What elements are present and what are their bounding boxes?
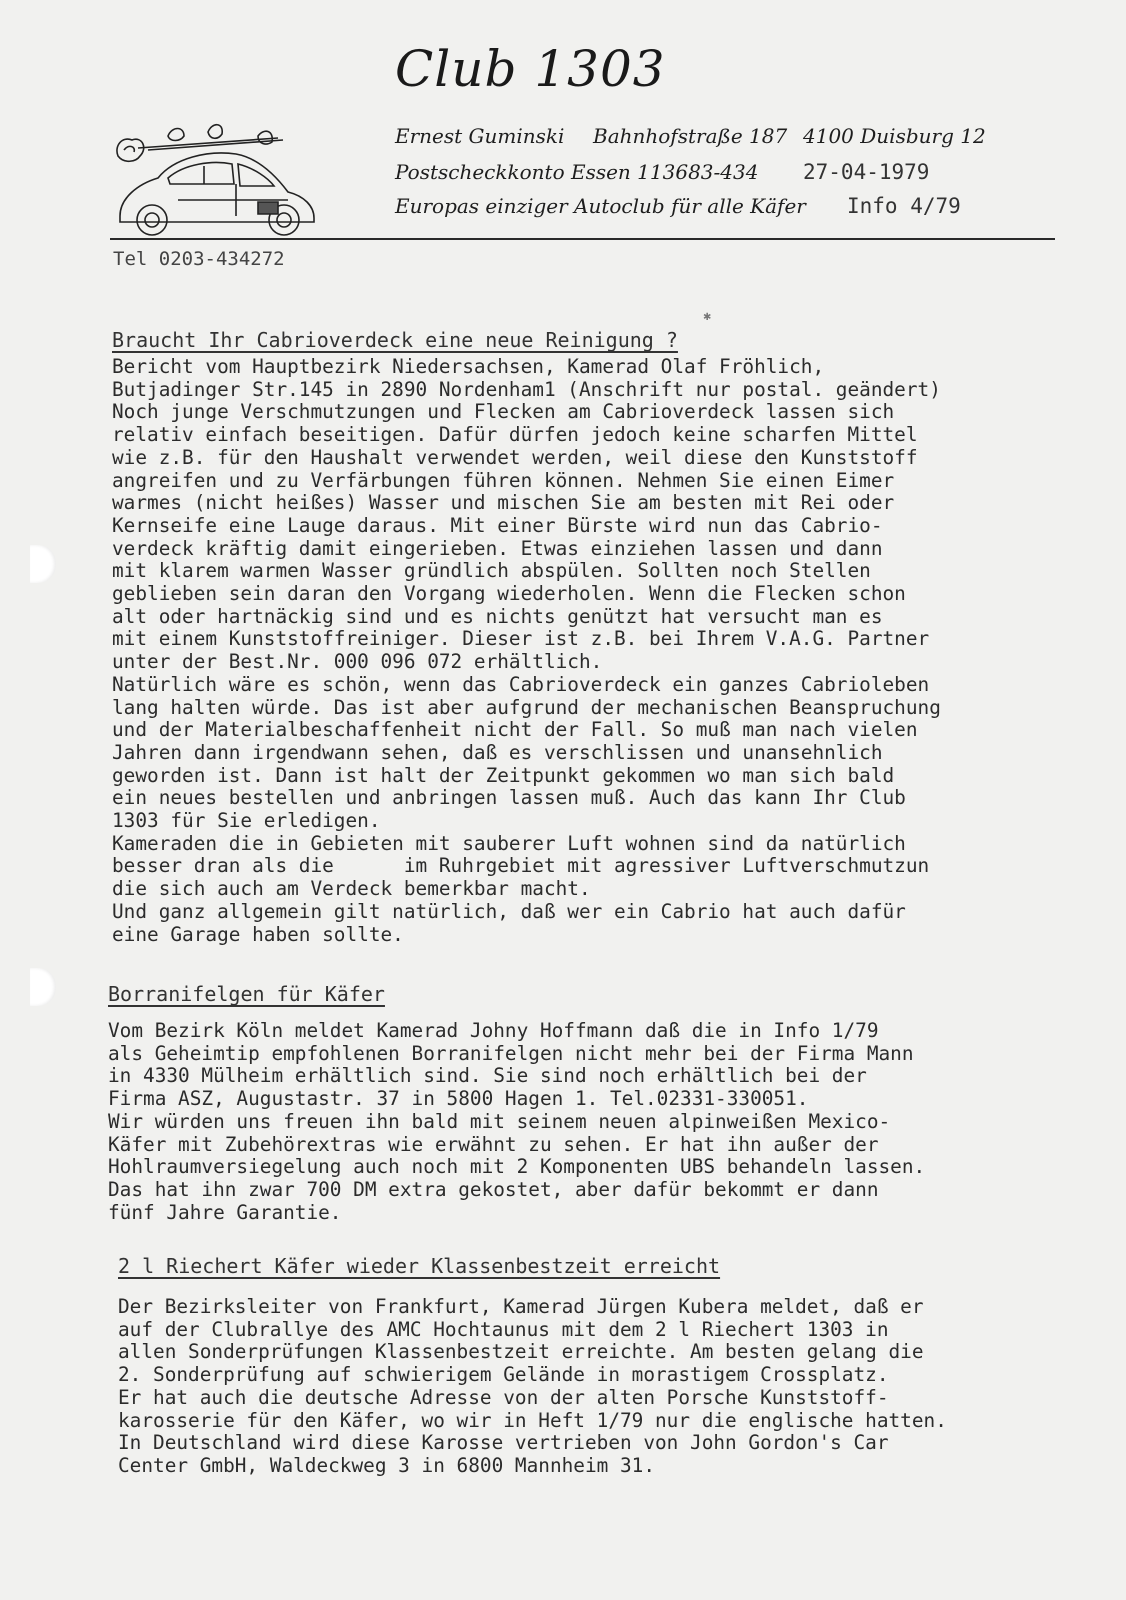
text-line: alt oder hartnäckig sind und es nichts genützt hat versucht man es <box>112 604 883 628</box>
text-line: Noch junge Verschmutzungen und Flecken am Cabrioverdeck lassen sich <box>112 400 895 424</box>
punch-hole <box>30 545 56 583</box>
sender-name: Ernest Guminski <box>395 124 565 148</box>
text-line: Center GmbH, Waldeckweg 3 in 6800 Mannheim 31. <box>118 1453 656 1477</box>
info-issue: Info 4/79 <box>847 194 961 218</box>
text-line: wie z.B. für den Haushalt verwendet werden, weil diese den Kunststoff <box>112 445 918 469</box>
text-line: lang halten würde. Das ist aber aufgrund der mechanischen Beanspruchung <box>112 695 941 719</box>
text-line: eine Garage haben sollte. <box>112 922 404 946</box>
text-line: allen Sonderprüfungen Klassenbestzeit erreichte. Am besten gelang die <box>118 1340 924 1364</box>
section-body-borrani <box>108 1020 1098 1224</box>
text-line: Kernseife eine Lauge daraus. Mit einer Bürste wird nun das Cabrio- <box>112 513 883 537</box>
letterhead-divider <box>110 238 1055 240</box>
text-line: fünf Jahre Garantie. <box>108 1200 342 1224</box>
text-line: relativ einfach beseitigen. Dafür dürfen jedoch keine scharfen Mittel <box>112 423 918 447</box>
text-line: die sich auch am Verdeck bemerkbar macht. <box>112 877 591 901</box>
section-heading-cabrio: Braucht Ihr Cabrioverdeck eine neue Reinigung ? <box>112 328 678 352</box>
text-line: besser dran als die im Ruhrgebiet mit agressiver Luftverschmutzun <box>112 854 930 878</box>
text-line: Und ganz allgemein gilt natürlich, daß wer ein Cabrio hat auch dafür <box>112 899 906 923</box>
text-line: Natürlich wäre es schön, wenn das Cabrioverdeck ein ganzes Cabrioleben <box>112 672 930 696</box>
text-line: geblieben sein daran den Vorgang wiederholen. Wenn die Flecken schon <box>112 582 906 606</box>
text-line: und der Materialbeschaffenheit nicht der Fall. So muß man nach vielen <box>112 718 918 742</box>
text-line: als Geheimtip empfohlenen Borranifelgen nicht mehr bei der Firma Mann <box>108 1041 914 1065</box>
text-line: geworden ist. Dann ist halt der Zeitpunkt gekommen wo man sich bald <box>112 763 895 787</box>
punch-hole <box>30 968 56 1006</box>
text-line: Kameraden die in Gebieten mit sauberer Luft wohnen sind da natürlich <box>112 831 906 855</box>
postal-account: Postscheckkonto Essen 113683-434 <box>395 160 759 184</box>
text-line: angreifen und zu Verfärbungen führen können. Nehmen Sie einen Eimer <box>112 468 895 492</box>
text-line: Jahren dann irgendwann sehen, daß es verschlissen und unansehnlich <box>112 740 883 764</box>
text-line: verdeck kräftig damit eingerieben. Etwas einziehen lassen und dann <box>112 536 883 560</box>
club-slogan: Europas einziger Autoclub für alle Käfer <box>395 194 806 218</box>
text-line: Er hat auch die deutsche Adresse von der alten Porsche Kunststoff- <box>118 1385 889 1409</box>
sender-city: 4100 Duisburg 12 <box>803 124 986 148</box>
text-line: 1303 für Sie erledigen. <box>112 809 381 833</box>
text-line: unter der Best.Nr. 000 096 072 erhältlich. <box>112 650 603 674</box>
text-line: auf der Clubrallye des AMC Hochtaunus mit dem 2 l Riechert 1303 in <box>118 1317 889 1341</box>
text-line: ein neues bestellen und anbringen lassen muß. Auch das kann Ihr Club <box>112 786 906 810</box>
text-line: Vom Bezirk Köln meldet Kamerad Johny Hoffmann daß die in Info 1/79 <box>108 1019 879 1042</box>
text-line: in 4330 Mülheim erhältlich sind. Sie sind noch erhältlich bei der <box>108 1064 867 1088</box>
section-heading-borrani: Borranifelgen für Käfer <box>108 982 385 1006</box>
text-line: Hohlraumversiegelung auch noch mit 2 Komponenten UBS behandeln lassen. <box>108 1155 926 1179</box>
beetle-car-logo <box>108 118 323 240</box>
text-line: In Deutschland wird diese Karosse vertrieben von John Gordon's Car <box>118 1431 889 1455</box>
text-line: karosserie für den Käfer, wo wir in Heft 1/79 nur die englische hatten. <box>118 1408 947 1432</box>
text-line: 2. Sonderprüfung auf schwierigem Gelände in morastigem Crossplatz. <box>118 1363 889 1387</box>
section-body-riechert <box>118 1296 1108 1478</box>
text-line: Käfer mit Zubehörextras wie erwähnt zu sehen. Er hat ihn außer der <box>108 1132 879 1156</box>
club-logo-title: Club 1303 <box>395 40 666 98</box>
text-line: warmes (nicht heißes) Wasser und mischen Sie am besten mit Rei oder <box>112 491 895 515</box>
text-line: Butjadinger Str.145 in 2890 Nordenham1 (Anschrift nur postal. geändert) <box>112 377 941 401</box>
text-line: Bericht vom Hauptbezirk Niedersachsen, Kamerad Olaf Fröhlich, <box>112 355 825 378</box>
text-line: mit einem Kunststoffreiniger. Dieser ist z.B. bei Ihrem V.A.G. Partner <box>112 627 930 651</box>
margin-mark: ✱ <box>703 312 712 323</box>
sender-street: Bahnhofstraße 187 <box>593 124 788 148</box>
letter-date: 27-04-1979 <box>803 160 930 184</box>
section-body-cabrio <box>112 356 1102 946</box>
text-line: Firma ASZ, Augustastr. 37 in 5800 Hagen 1. Tel.02331-330051. <box>108 1087 809 1111</box>
text-line: Das hat ihn zwar 700 DM extra gekostet, aber dafür bekommt er dann <box>108 1177 879 1201</box>
phone-number: Tel 0203-434272 <box>113 248 285 270</box>
text-line: Der Bezirksleiter von Frankfurt, Kamerad Jürgen Kubera meldet, daß er <box>118 1295 924 1318</box>
text-line: mit klarem warmen Wasser gründlich abspülen. Sollten noch Stellen <box>112 559 871 583</box>
text-line: Wir würden uns freuen ihn bald mit seinem neuen alpinweißen Mexico- <box>108 1109 891 1133</box>
section-heading-riechert: 2 l Riechert Käfer wieder Klassenbestzeit erreicht <box>118 1254 721 1278</box>
